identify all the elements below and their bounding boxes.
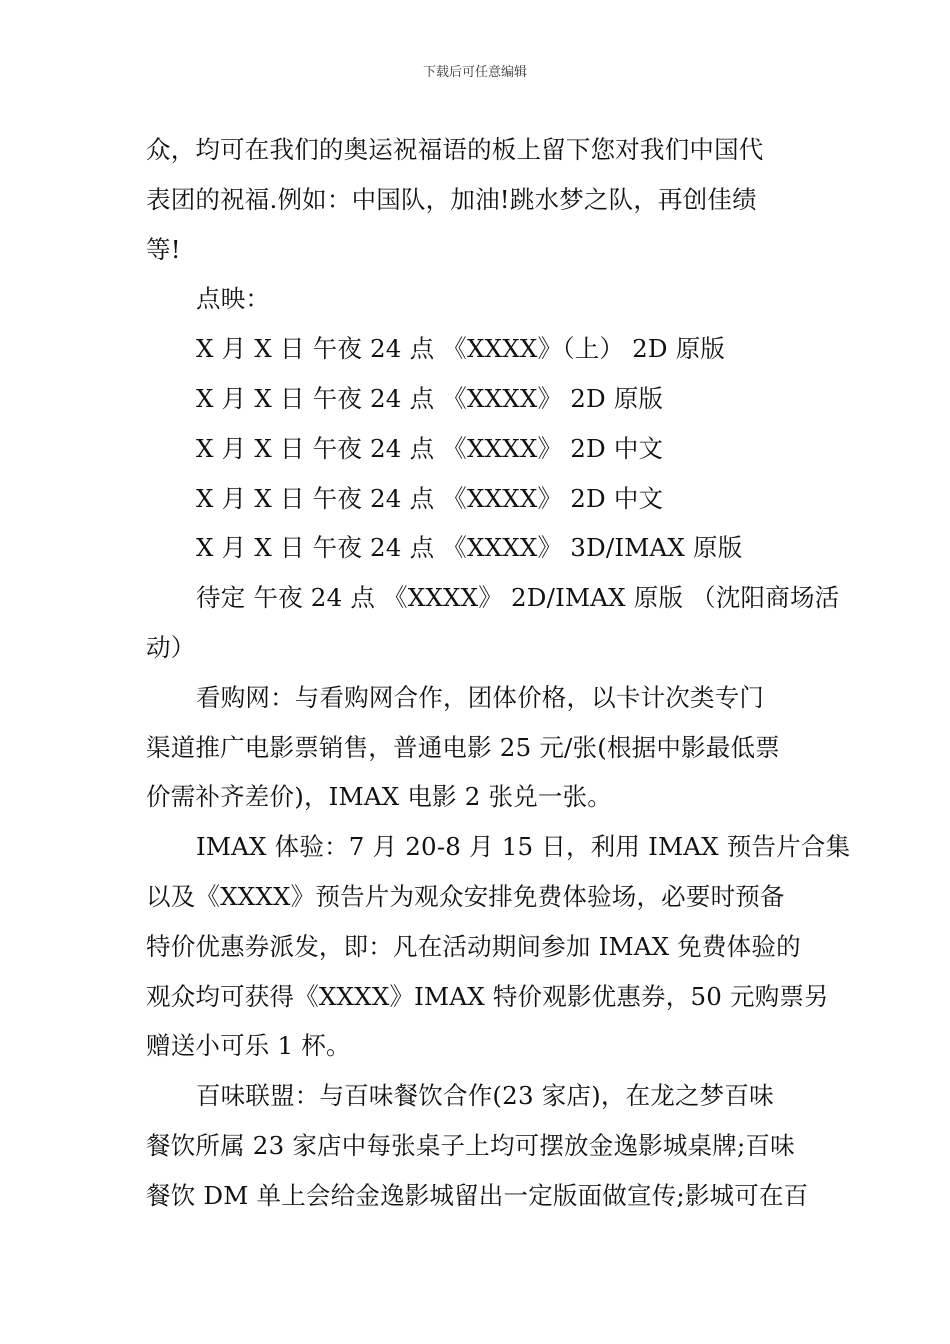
screening-item	[146, 474, 812, 524]
text-line: 表团的祝福.例如：中国队，加油!跳水梦之队，再创佳绩	[146, 184, 757, 214]
text-line: 以及《XXXX》预告片为观众安排免费体验场，必要时预备	[146, 881, 785, 911]
text-line: 特价优惠券派发，即：凡在活动期间参加 IMAX 免费体验的	[146, 931, 801, 961]
paragraph-kangou	[146, 673, 812, 822]
text-line: 等!	[146, 234, 181, 264]
text-line: 待定 午夜 24 点 《XXXX》 2D/IMAX 原版 （沈阳商场活	[196, 583, 840, 613]
text-line: 动）	[146, 632, 196, 662]
paragraph-imax-experience	[146, 822, 851, 1071]
screening-item	[146, 424, 812, 474]
text-line: 看购网：与看购网合作，团体价格，以卡计次类专门	[196, 682, 765, 712]
screening-item	[146, 523, 812, 573]
text-line: X 月 X 日 午夜 24 点 《XXXX》 3D/IMAX 原版	[196, 533, 743, 563]
page-header: 下载后可任意编辑	[422, 65, 527, 80]
text-line: 赠送小可乐 1 杯。	[146, 1031, 351, 1061]
paragraph-screening-heading	[146, 274, 812, 324]
text-line: 众，均可在我们的奥运祝福语的板上留下您对我们中国代	[146, 135, 764, 164]
screening-item	[146, 374, 812, 424]
text-line: 点映：	[196, 284, 271, 314]
text-line: 价需补齐差价)，IMAX 电影 2 张兑一张。	[146, 782, 613, 812]
text-line: X 月 X 日 午夜 24 点 《XXXX》 2D 原版	[196, 383, 664, 413]
paragraph-blessing-board	[146, 125, 812, 274]
text-line: 餐饮 DM 单上会给金逸影城留出一定版面做宣传;影城可在百	[146, 1180, 809, 1210]
screening-item	[146, 324, 812, 374]
document-body	[146, 125, 851, 1221]
text-line: 百味联盟：与百味餐饮合作(23 家店)，在龙之梦百味	[196, 1081, 774, 1111]
text-line: IMAX 体验：7 月 20-8 月 15 日，利用 IMAX 预告片合集	[196, 832, 851, 862]
text-line: 观众均可获得《XXXX》IMAX 特价观影优惠券，50 元购票另	[146, 981, 829, 1011]
screening-item-pending	[146, 573, 840, 673]
paragraph-baiwei-alliance	[146, 1071, 812, 1220]
text-line: X 月 X 日 午夜 24 点 《XXXX》（上） 2D 原版	[196, 334, 726, 364]
text-line: X 月 X 日 午夜 24 点 《XXXX》 2D 中文	[196, 433, 664, 463]
text-line: 餐饮所属 23 家店中每张桌子上均可摆放金逸影城桌牌;百味	[146, 1130, 795, 1160]
text-line: 渠道推广电影票销售，普通电影 25 元/张(根据中影最低票	[146, 732, 780, 762]
text-line: X 月 X 日 午夜 24 点 《XXXX》 2D 中文	[196, 483, 664, 513]
